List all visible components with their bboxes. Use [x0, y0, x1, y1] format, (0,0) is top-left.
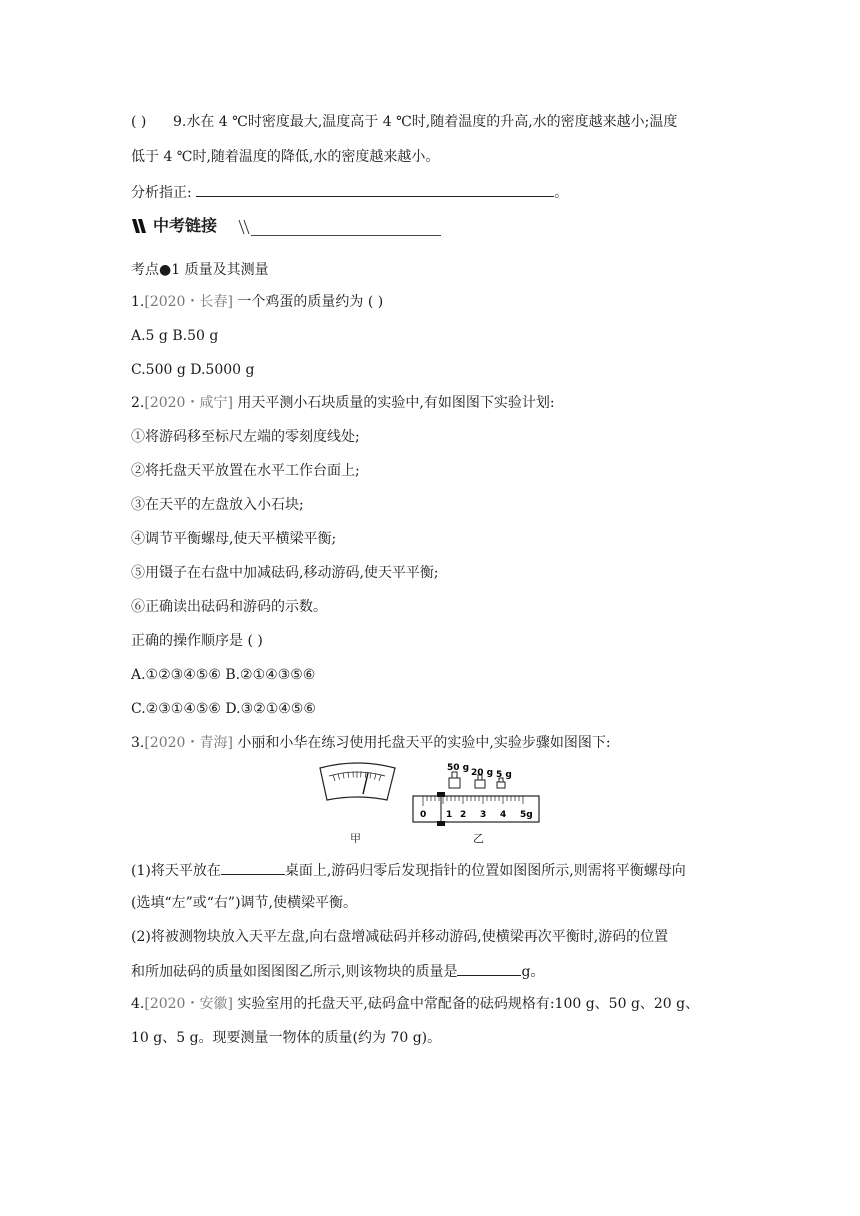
tick-label-5g: 5g: [520, 810, 533, 820]
q4-stem: [131, 995, 699, 1013]
q1-options-cd: C.500 g D.5000 g: [131, 362, 255, 378]
tick-label-1: 1: [446, 810, 453, 820]
q3-p1-b: 桌面上,游码归零后发现指针的位置如图图所示,则需将平衡螺母向: [284, 863, 686, 879]
q2-step-2: ②将托盘天平放置在水平工作台面上;: [131, 463, 360, 479]
q2-options-ab: A.①②③④⑤⑥ B.②①④③⑤⑥: [131, 667, 316, 683]
pointer-dial: [320, 763, 395, 800]
q2-step-3: ③在天平的左盘放入小石块;: [131, 497, 304, 513]
rider-top: [437, 792, 445, 797]
q9-text-2: 低于 4 ℃时,随着温度的降低,水的密度越来越小。: [131, 149, 440, 165]
q2-ask: 正确的操作顺序是 ( ): [131, 633, 263, 649]
weight-label-50: 50 g: [447, 763, 470, 773]
beam-scale: [413, 792, 539, 826]
q4-source-tag: [2020・安徽]: [144, 996, 233, 1012]
weights-group: [447, 763, 512, 788]
section-rule: [251, 235, 441, 236]
q1-options-ab: A.5 g B.50 g: [131, 328, 219, 344]
thin-double-slash-icon: [237, 219, 253, 235]
analysis-end: 。: [554, 185, 569, 201]
q1-source-tag: [2020・长春]: [144, 294, 233, 310]
q3-p2-c: g。: [521, 964, 545, 980]
q2-step-5: ⑤用镊子在右盘中加减砝码,移动游码,使天平平衡;: [131, 565, 439, 581]
tick-label-4: 4: [500, 810, 507, 820]
q3-p2-a: (2)将被测物块放入天平左盘,向右盘增减砝码并移动游码,使横梁再次平衡时,游码的位置: [131, 929, 669, 945]
weight-label-20: 20 g: [471, 768, 494, 778]
q2-step-6: ⑥正确读出砝码和游码的示数。: [131, 599, 327, 615]
q4-line2: 10 g、5 g。现要测量一物体的质量(约为 70 g)。: [131, 1030, 442, 1046]
tick-label-0: 0: [420, 810, 427, 820]
q3-number: 3.: [131, 735, 145, 751]
analysis-blank[interactable]: [196, 182, 554, 197]
q2-options-cd: C.②③①④⑤⑥ D.③②①④⑤⑥: [131, 701, 316, 717]
q3-text: 小丽和小华在练习使用托盘天平的实验中,实验步骤如图图下:: [237, 735, 611, 751]
q1-stem: [131, 293, 383, 311]
q2-step-1: ①将游码移至标尺左端的零刻度线处;: [131, 429, 360, 445]
q9-line-1: [131, 113, 677, 131]
weight-label-5: 5 g: [496, 770, 512, 780]
double-slash-icon: [131, 218, 147, 234]
section-heading: [131, 216, 451, 238]
q3-stem: [131, 734, 611, 752]
rider-bottom: [437, 821, 445, 826]
answer-bracket: ( ): [131, 114, 147, 130]
q3-source-tag: [2020・青海]: [144, 735, 233, 751]
balance-figure: [315, 758, 545, 848]
q1-number: 1.: [131, 294, 145, 310]
q2-text: 用天平测小石块质量的实验中,有如图图下实验计划:: [237, 395, 555, 411]
q2-stem: [131, 394, 555, 412]
desk-answer-blank[interactable]: [221, 860, 285, 875]
q2-step-4: ④调节平衡螺母,使天平横梁平衡;: [131, 531, 337, 547]
q4-number: 4.: [131, 996, 145, 1012]
analysis-line: [131, 182, 568, 202]
kaodian-label: 考点●1 质量及其测量: [131, 262, 269, 278]
tick-label-3: 3: [480, 810, 487, 820]
q2-source-tag: [2020・咸宁]: [144, 395, 233, 411]
tick-label-2: 2: [460, 810, 467, 820]
q4-text: 实验室用的托盘天平,砝码盒中常配备的砝码规格有:100 g、50 g、20 g、: [237, 996, 700, 1012]
figure-label-jia: 甲: [350, 832, 361, 845]
q2-number: 2.: [131, 395, 145, 411]
figure-label-yi: 乙: [473, 832, 484, 845]
section-title: 中考链接: [153, 216, 218, 235]
analysis-label: 分析指正:: [131, 185, 192, 201]
q3-p1-a: (1)将天平放在: [131, 863, 221, 879]
q3-p1-c: (选填“左”或“右”)调节,使横梁平衡。: [131, 895, 358, 911]
q1-text: 一个鸡蛋的质量约为 ( ): [237, 294, 384, 310]
q9-text-1: 9.水在 4 ℃时密度最大,温度高于 4 ℃时,随着温度的升高,水的密度越来越小;温度: [173, 114, 678, 130]
q3-p2-b: 和所加砝码的质量如图图图乙所示,则该物块的质量是: [131, 964, 458, 980]
mass-answer-blank[interactable]: [457, 961, 521, 976]
q3-part2-line2: [131, 961, 544, 981]
q3-part1-line1: [131, 860, 686, 880]
